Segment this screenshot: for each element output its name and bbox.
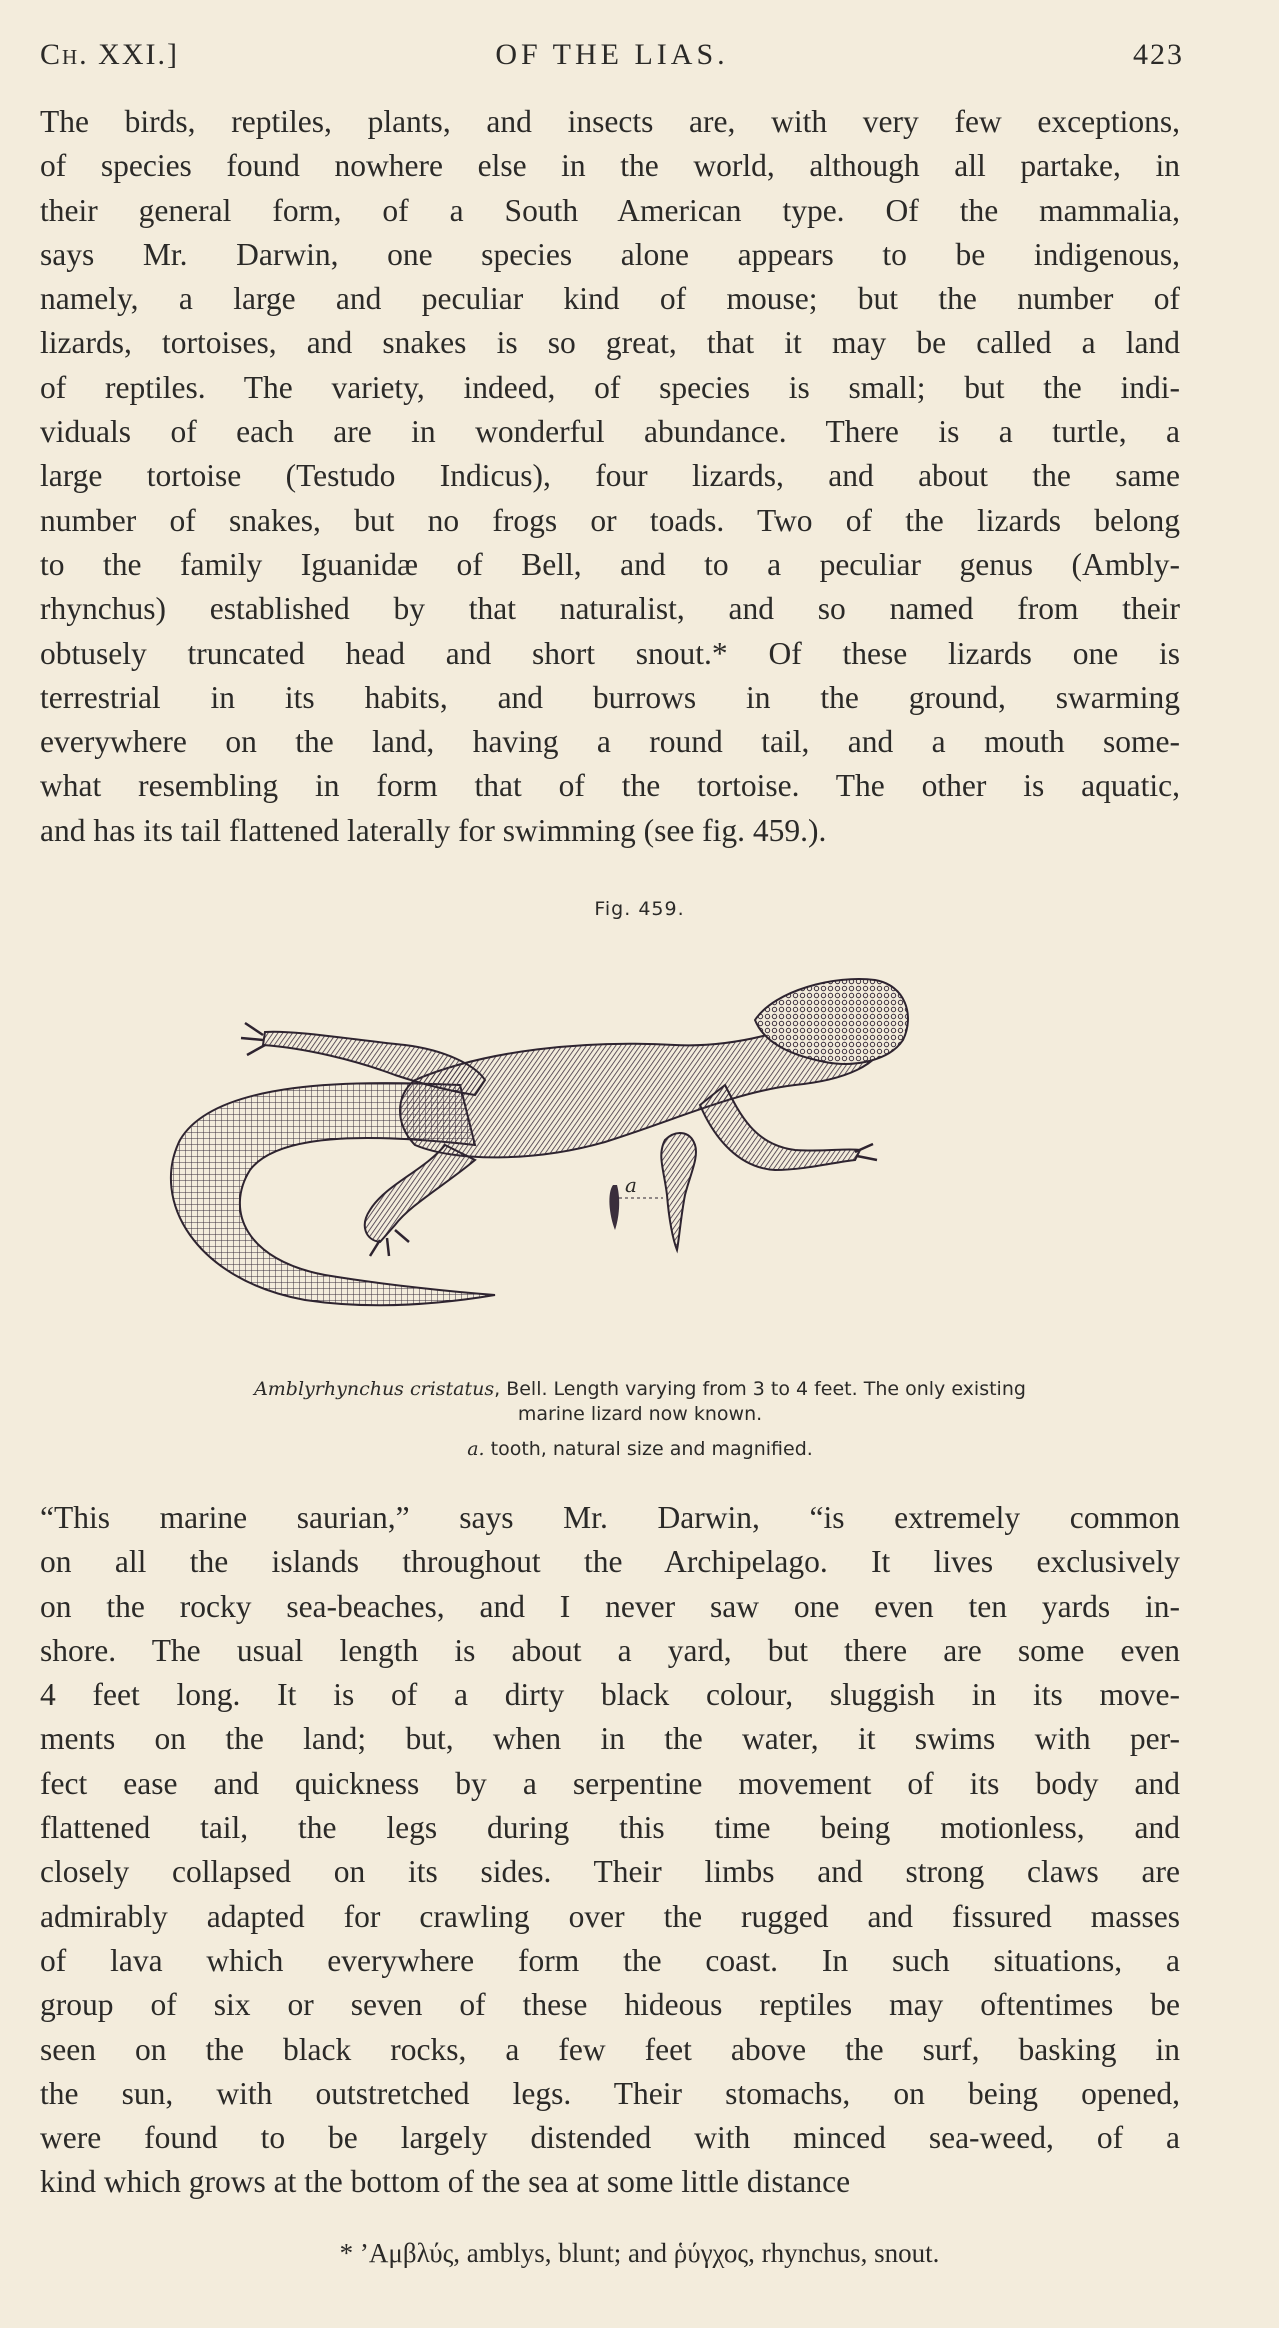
text-line: obtusely truncated head and short snout.* Of these lizards one is [40, 635, 1180, 671]
text-line: group of six or seven of these hideous reptiles may oftentimes be [40, 1987, 1180, 2023]
figure-caption-line-3 [90, 1437, 1190, 1462]
figure-number: Fig. 459. [594, 898, 685, 920]
chapter-label: Ch. XXI.] [40, 38, 179, 71]
text-line: to the family Iguanidæ of Bell, and to a peculiar genus (Ambly- [40, 546, 1180, 582]
text-line: lizards, tortoises, and snakes is so great, that it may be called a land [40, 325, 1180, 361]
text-line: what resembling in form that of the tortoise. The other is aquatic, [40, 768, 1180, 804]
marine-lizard-illustration [155, 880, 1055, 1360]
lizard-front-leg [700, 1085, 860, 1170]
page-number: 423 [1133, 38, 1184, 71]
text-line: kind which grows at the bottom of the sea at some little distance [40, 2164, 851, 2200]
text-line: says Mr. Darwin, one species alone appears to be indigenous, [40, 236, 1180, 272]
text-line: large tortoise (Testudo Indicus), four lizards, and about the same [40, 458, 1180, 494]
text-line: their general form, of a South American type. Of the mammalia, [40, 192, 1180, 228]
text-line: were found to be largely distended with minced sea-weed, of a [40, 2120, 1180, 2156]
running-head [40, 38, 1184, 82]
paragraph-1 [40, 100, 1180, 853]
text-line: 4 feet long. It is of a dirty black colour, sluggish in its move- [40, 1677, 1180, 1713]
text-line: fect ease and quickness by a serpentine movement of its body and [40, 1765, 1180, 1801]
text-line: “This marine saurian,” says Mr. Darwin, “is extremely common [40, 1500, 1180, 1535]
text-line: on the rocky sea-beaches, and I never saw one even ten yards in- [40, 1588, 1180, 1624]
figure-caption-line-1 [90, 1377, 1190, 1402]
text-line: closely collapsed on its sides. Their limbs and strong claws are [40, 1854, 1180, 1890]
paragraph-2 [40, 1496, 1180, 2205]
text-line: terrestrial in its habits, and burrows in the ground, swarming [40, 679, 1180, 715]
text-line: shore. The usual length is about a yard, but there are some even [40, 1632, 1180, 1668]
caption-line1-text: , Bell. Length varying from 3 to 4 feet. The only existing [494, 1378, 1026, 1400]
caption-species: Amblyrhynchus cristatus [254, 1378, 495, 1400]
tooth-illustration [609, 1133, 696, 1250]
figure-caption-line-2: marine lizard now known. [517, 1403, 763, 1425]
text-line: namely, a large and peculiar kind of mouse; but the number of [40, 281, 1180, 317]
caption-a-label: a. [467, 1438, 485, 1460]
running-title: OF THE LIAS. [495, 38, 729, 71]
text-line: ments on the land; but, when in the water, it swims with per- [40, 1721, 1180, 1757]
footnote: * ’Αμβλύς, amblys, blunt; and ῥύγχος, rhynchus, snout. [339, 2238, 940, 2268]
text-line: and has its tail flattened laterally for swimming (see fig. 459.). [40, 812, 827, 848]
text-line: rhynchus) established by that naturalist, and so named from their [40, 591, 1180, 627]
text-line: of reptiles. The variety, indeed, of species is small; but the indi- [40, 369, 1180, 405]
text-line: the sun, with outstretched legs. Their stomachs, on being opened, [40, 2075, 1180, 2111]
text-line: on all the islands throughout the Archipelago. It lives exclusively [40, 1544, 1180, 1580]
text-line: of species found nowhere else in the world, although all partake, in [40, 148, 1180, 184]
text-line: of lava which everywhere form the coast. In such situations, a [40, 1942, 1180, 1978]
caption-line3-text: tooth, natural size and magnified. [484, 1438, 813, 1460]
text-line: seen on the black rocks, a few feet above the surf, basking in [40, 2031, 1180, 2067]
text-line: admirably adapted for crawling over the rugged and fissured masses [40, 1898, 1180, 1934]
text-line: everywhere on the land, having a round tail, and a mouth some- [40, 724, 1180, 760]
tooth-label: a [625, 1173, 637, 1197]
lizard-hind-leg [365, 1145, 475, 1242]
text-line: flattened tail, the legs during this time being motionless, and [40, 1810, 1180, 1846]
text-line: The birds, reptiles, plants, and insects are, with very few exceptions, [40, 104, 1180, 139]
text-line: number of snakes, but no frogs or toads. Two of the lizards belong [40, 502, 1180, 538]
text-line: viduals of each are in wonderful abundance. There is a turtle, a [40, 414, 1180, 450]
